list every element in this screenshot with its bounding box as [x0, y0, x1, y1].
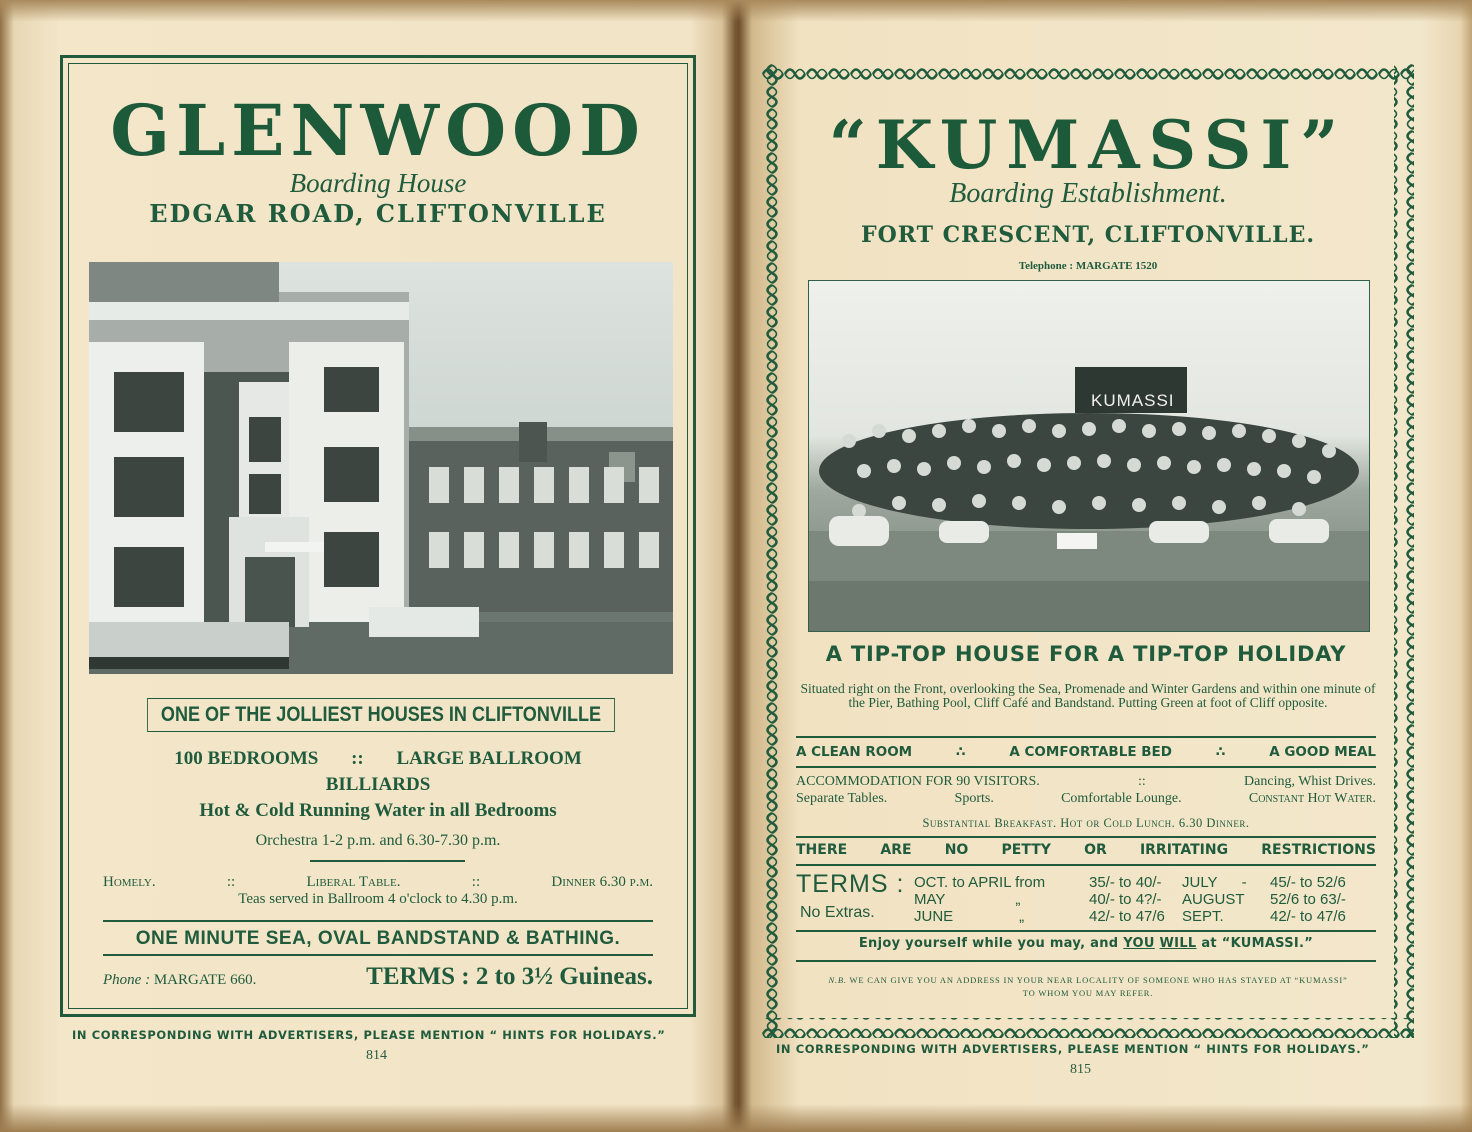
sports: Sports.: [954, 791, 994, 806]
period: MAY: [914, 891, 946, 908]
kumassi-advert: [762, 64, 1414, 1038]
running-water: Hot & Cold Running Water in all Bedrooms: [199, 800, 557, 821]
banner-text: KUMASSI: [1091, 391, 1175, 410]
bedrooms: 100 BEDROOMS: [174, 748, 319, 769]
advert-subtitle: Boarding House: [289, 168, 467, 198]
footer-note: IN CORRESPONDING WITH ADVERTISERS, PLEASE MENTION “ HINTS FOR HOLIDAYS.”: [72, 1028, 666, 1042]
separator: ∴: [956, 744, 966, 760]
enjoy-line: [796, 936, 1376, 951]
headline: A TIP-TOP HOUSE FOR A TIP-TOP HOLIDAY: [825, 642, 1347, 666]
accommodation-row: [796, 774, 1376, 790]
advert-subtitle: Boarding Establishment.: [949, 178, 1227, 209]
table-row: [914, 874, 1045, 891]
word: RESTRICTIONS: [1261, 842, 1376, 858]
divider: [796, 960, 1376, 962]
separator: ∴: [1215, 744, 1226, 760]
advert-address: EDGAR ROAD, CLIFTONVILLE: [149, 199, 607, 228]
terms-months: [1182, 874, 1247, 925]
advert-address: FORT CRESCENT, CLIFTONVILLE.: [860, 222, 1316, 248]
ditto: „: [1015, 891, 1021, 908]
divider: [796, 736, 1376, 738]
table-row: [914, 891, 1045, 908]
features-row: [63, 748, 693, 770]
enjoy-text: Enjoy yourself while you may, and: [858, 936, 1124, 951]
word: IRRITATING: [1139, 842, 1229, 858]
group-photo: [808, 280, 1370, 632]
orchestra-times: Orchestra 1-2 p.m. and 6.30-7.30 p.m.: [255, 832, 501, 849]
divider: [103, 954, 653, 956]
dancing: Dancing, Whist Drives.: [1244, 774, 1376, 789]
table-row: [914, 908, 1045, 925]
price: 35/- to 40/-: [1089, 874, 1162, 891]
page-number: 815: [1070, 1062, 1091, 1077]
phone: [103, 972, 256, 989]
divider: [796, 766, 1376, 768]
word: ARE: [880, 842, 912, 858]
word: PETTY: [1001, 842, 1051, 858]
enjoy-you: YOU: [1123, 936, 1155, 951]
description: Situated right on the Front, overlooking the Sea, Promenade and Winter Gardens and within one minute of the Pier, Bathing Pool, Cliff Café and Bandstand. Putting Green at foot of Cliff opposite.: [800, 681, 1376, 711]
homely: Homely.: [103, 874, 156, 890]
price: 42/- to 47/6: [1089, 908, 1165, 925]
divider: [103, 920, 653, 922]
hot-water: Constant Hot Water.: [1248, 791, 1376, 806]
slogan-box: ONE OF THE JOLLIEST HOUSES IN CLIFTONVILLE: [147, 698, 615, 732]
word: THERE: [796, 842, 848, 858]
separator: ::: [1138, 774, 1146, 789]
enjoy-text: at “KUMASSI.”: [1196, 936, 1314, 951]
clean-room: A CLEAN ROOM: [796, 744, 913, 760]
ballroom: LARGE BALLROOM: [396, 748, 582, 769]
word: OR: [1084, 842, 1107, 858]
ditto: „: [1019, 908, 1025, 925]
advert-title: “KUMASSI”: [828, 106, 1348, 184]
dash: -: [1241, 874, 1247, 891]
glenwood-advert: [60, 55, 696, 1017]
dinner-time: Dinner 6.30 p.m.: [551, 874, 653, 890]
separator: ::: [471, 874, 481, 890]
month: AUGUST: [1182, 891, 1245, 908]
telephone: Telephone : MARGATE 1520: [1018, 260, 1158, 272]
no-extras: No Extras.: [800, 904, 875, 921]
divider: [796, 930, 1376, 932]
phone-number: MARGATE 660.: [153, 972, 257, 988]
advert-title: GLENWOOD: [110, 89, 646, 172]
period: JUNE: [914, 908, 954, 925]
terms-prices: [1089, 874, 1165, 925]
divider: [796, 836, 1376, 838]
billiards: BILLIARDS: [325, 774, 431, 795]
liberal-table: Liberal Table.: [306, 874, 401, 890]
price: 40/- to 4?/-: [1089, 891, 1162, 908]
meals: Substantial Breakfast. Hot or Cold Lunch. 6.30 Dinner.: [922, 816, 1250, 830]
enjoy-will: WILL: [1159, 936, 1197, 951]
month: JULY: [1182, 874, 1218, 891]
page-number: 814: [366, 1048, 387, 1063]
terms-label: TERMS :: [796, 870, 905, 898]
teas: Teas served in Ballroom 4 o'clock to 4.30 p.m.: [238, 891, 518, 907]
nb-note: [822, 974, 1354, 1000]
accommodation: ACCOMMODATION FOR 90 VISITORS.: [796, 774, 1040, 789]
terms-periods: [914, 874, 1045, 925]
restrictions-line: [796, 842, 1376, 858]
phone-label: Phone :: [103, 972, 151, 988]
period: OCT. to APRIL from: [914, 874, 1046, 891]
building-photo: [89, 262, 673, 674]
price: 42/- to 47/6: [1270, 908, 1346, 925]
amenities-row: [796, 791, 1376, 807]
location-line: ONE MINUTE SEA, OVAL BANDSTAND & BATHING.: [135, 928, 621, 949]
nb-text: WE CAN GIVE YOU AN ADDRESS IN YOUR NEAR LOCALITY OF SOMEONE WHO HAS STAYED AT “KUMASSI” TO WHOM YOU MAY REFER.: [849, 975, 1348, 998]
separator: ::: [226, 874, 236, 890]
month: SEPT.: [1182, 908, 1224, 925]
table-row: [103, 874, 653, 891]
price: 52/6 to 63/-: [1270, 891, 1346, 908]
comfortable-bed: A COMFORTABLE BED: [1009, 744, 1172, 760]
nb-label: N.B.: [828, 975, 847, 985]
price: 45/- to 52/6: [1270, 874, 1346, 891]
divider: [796, 864, 1376, 866]
feature-separator: ::: [351, 748, 364, 769]
separate-tables: Separate Tables.: [796, 791, 888, 806]
divider: [310, 860, 465, 862]
footer-note: IN CORRESPONDING WITH ADVERTISERS, PLEASE MENTION “ HINTS FOR HOLIDAYS.”: [776, 1042, 1370, 1056]
terms: TERMS : 2 to 3½ Guineas.: [366, 963, 653, 990]
word: NO: [944, 842, 969, 858]
good-meal: A GOOD MEAL: [1269, 744, 1376, 760]
terms-month-prices: [1270, 874, 1346, 925]
lounge: Comfortable Lounge.: [1061, 791, 1182, 806]
promise-row: [796, 744, 1376, 760]
